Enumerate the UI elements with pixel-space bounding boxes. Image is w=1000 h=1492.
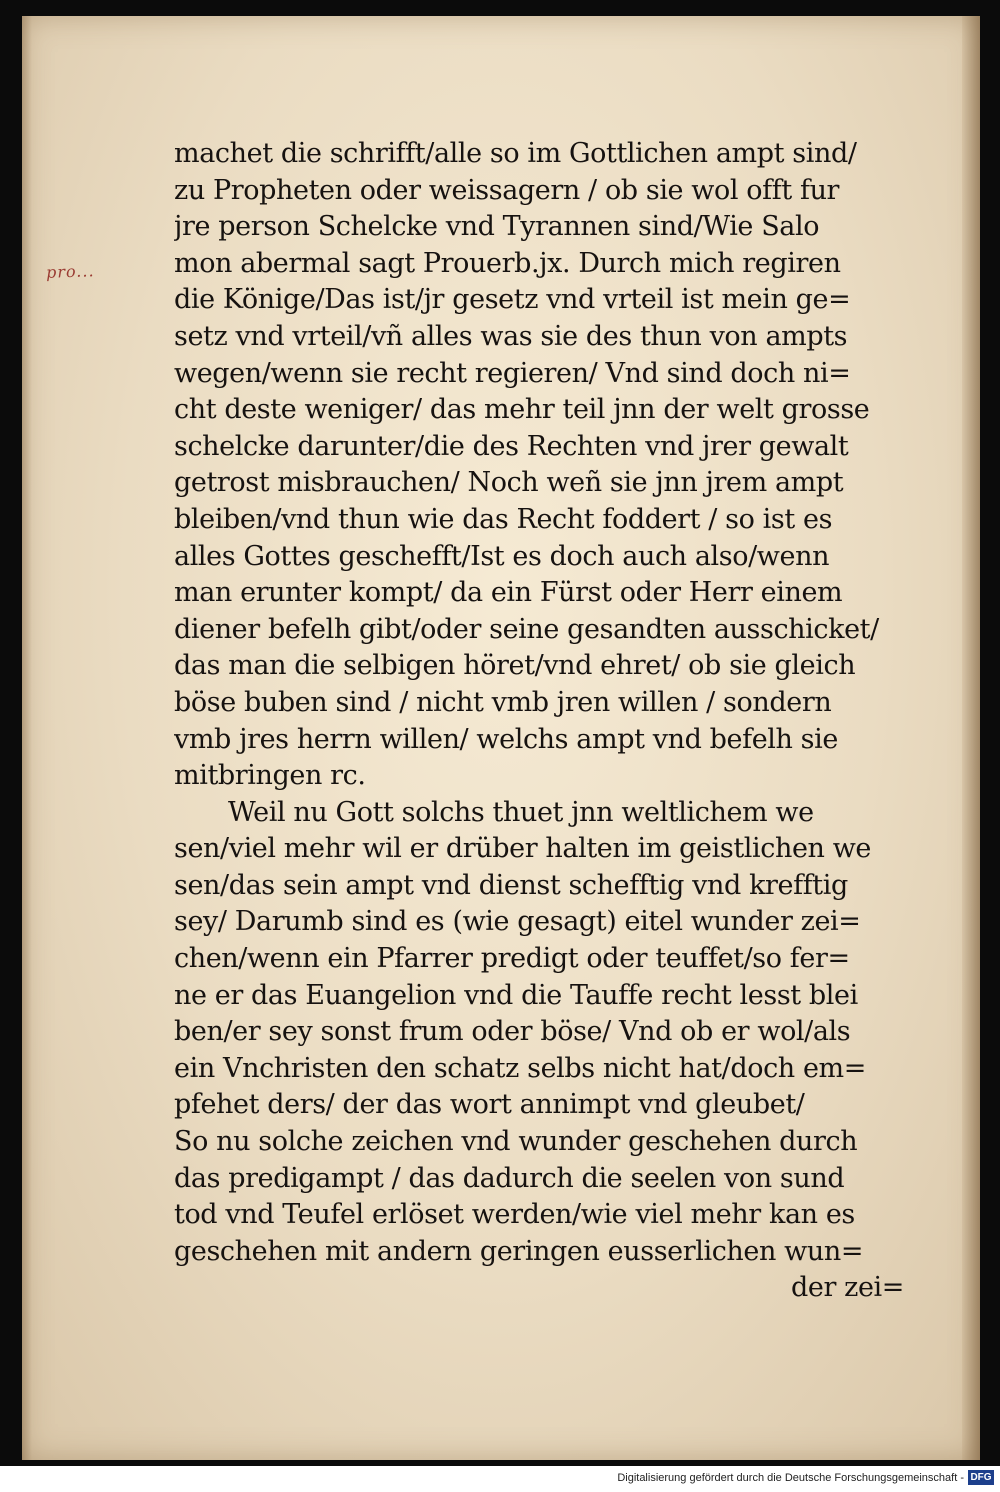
text-block	[174, 136, 934, 1307]
text-line: ben/er sey sonst frum oder böse/ Vnd ob er wol/als	[174, 1016, 851, 1048]
text-line: mitbringen rc.	[174, 760, 366, 792]
text-line: jre person Schelcke vnd Tyrannen sind/Wie Salo	[174, 211, 820, 243]
text-line: sey/ Darumb sind es (wie gesagt) eitel wunder zei=	[174, 906, 861, 938]
text-line: sen/das sein ampt vnd dienst schefftig vnd krefftig	[174, 869, 848, 901]
text-line: geschehen mit andern geringen eusserlichen wun=	[174, 1235, 864, 1267]
text-line: diener befelh gibt/oder seine gesandten ausschicket/	[174, 613, 879, 645]
page-gutter-shadow	[22, 16, 32, 1460]
text-line: pfehet ders/ der das wort annimpt vnd gleubet/	[174, 1089, 805, 1121]
paragraph-start-line: Weil nu Gott solchs thuet jnn weltlichem we	[228, 796, 814, 828]
text-line: vmb jres herrn willen/ welchs ampt vnd befelh sie	[174, 723, 838, 755]
catchword: der zei=	[790, 1272, 904, 1304]
text-line: man erunter kompt/ da ein Fürst oder Herr einem	[174, 577, 843, 609]
dfg-logo-icon: DFG	[968, 1470, 994, 1485]
book-page	[22, 16, 980, 1460]
text-line: das man die selbigen höret/vnd ehret/ ob sie gleich	[174, 650, 856, 682]
text-line: alles Gottes geschefft/Ist es doch auch also/wenn	[174, 540, 830, 572]
text-line: machet die schrifft/alle so im Gottlichen ampt sind/	[174, 138, 857, 169]
text-line: das predigampt / das dadurch die seelen von sund	[174, 1162, 845, 1194]
text-line: bleiben/vnd thun wie das Recht foddert / so ist es	[174, 503, 833, 535]
text-line: sen/viel mehr wil er drüber halten im geistlichen we	[174, 833, 871, 865]
funding-credit: Digitalisierung gefördert durch die Deutsche Forschungsgemeinschaft -	[617, 1472, 964, 1484]
margin-annotation: pro...	[45, 261, 95, 282]
text-line: setz vnd vrteil/vñ alles was sie des thun von ampts	[174, 320, 848, 352]
text-line: cht deste weniger/ das mehr teil jnn der welt grosse	[174, 394, 870, 426]
text-line: ein Vnchristen den schatz selbs nicht hat/doch em=	[174, 1052, 866, 1084]
text-line: So nu solche zeichen vnd wunder geschehen durch	[174, 1126, 858, 1158]
text-line: ne er das Euangelion vnd die Tauffe recht lesst blei	[174, 979, 858, 1011]
text-line: böse buben sind / nicht vmb jren willen / sondern	[174, 686, 832, 718]
text-line: zu Propheten oder weissagern / ob sie wol offt fur	[174, 174, 840, 206]
text-line: chen/wenn ein Pfarrer predigt oder teuffet/so fer=	[174, 943, 850, 975]
footer-strip	[0, 1466, 1000, 1492]
text-line: getrost misbrauchen/ Noch weñ sie jnn jrem ampt	[174, 467, 844, 499]
text-line: wegen/wenn sie recht regieren/ Vnd sind doch ni=	[174, 357, 851, 389]
page-edge-shadow	[962, 16, 980, 1460]
text-line: tod vnd Teufel erlöset werden/wie viel mehr kan es	[174, 1199, 855, 1231]
text-line: schelcke darunter/die des Rechten vnd jrer gewalt	[174, 430, 849, 462]
text-line: die Könige/Das ist/jr gesetz vnd vrteil ist mein ge=	[174, 284, 851, 316]
text-line: mon abermal sagt Prouerb.jx. Durch mich regiren	[174, 247, 841, 279]
